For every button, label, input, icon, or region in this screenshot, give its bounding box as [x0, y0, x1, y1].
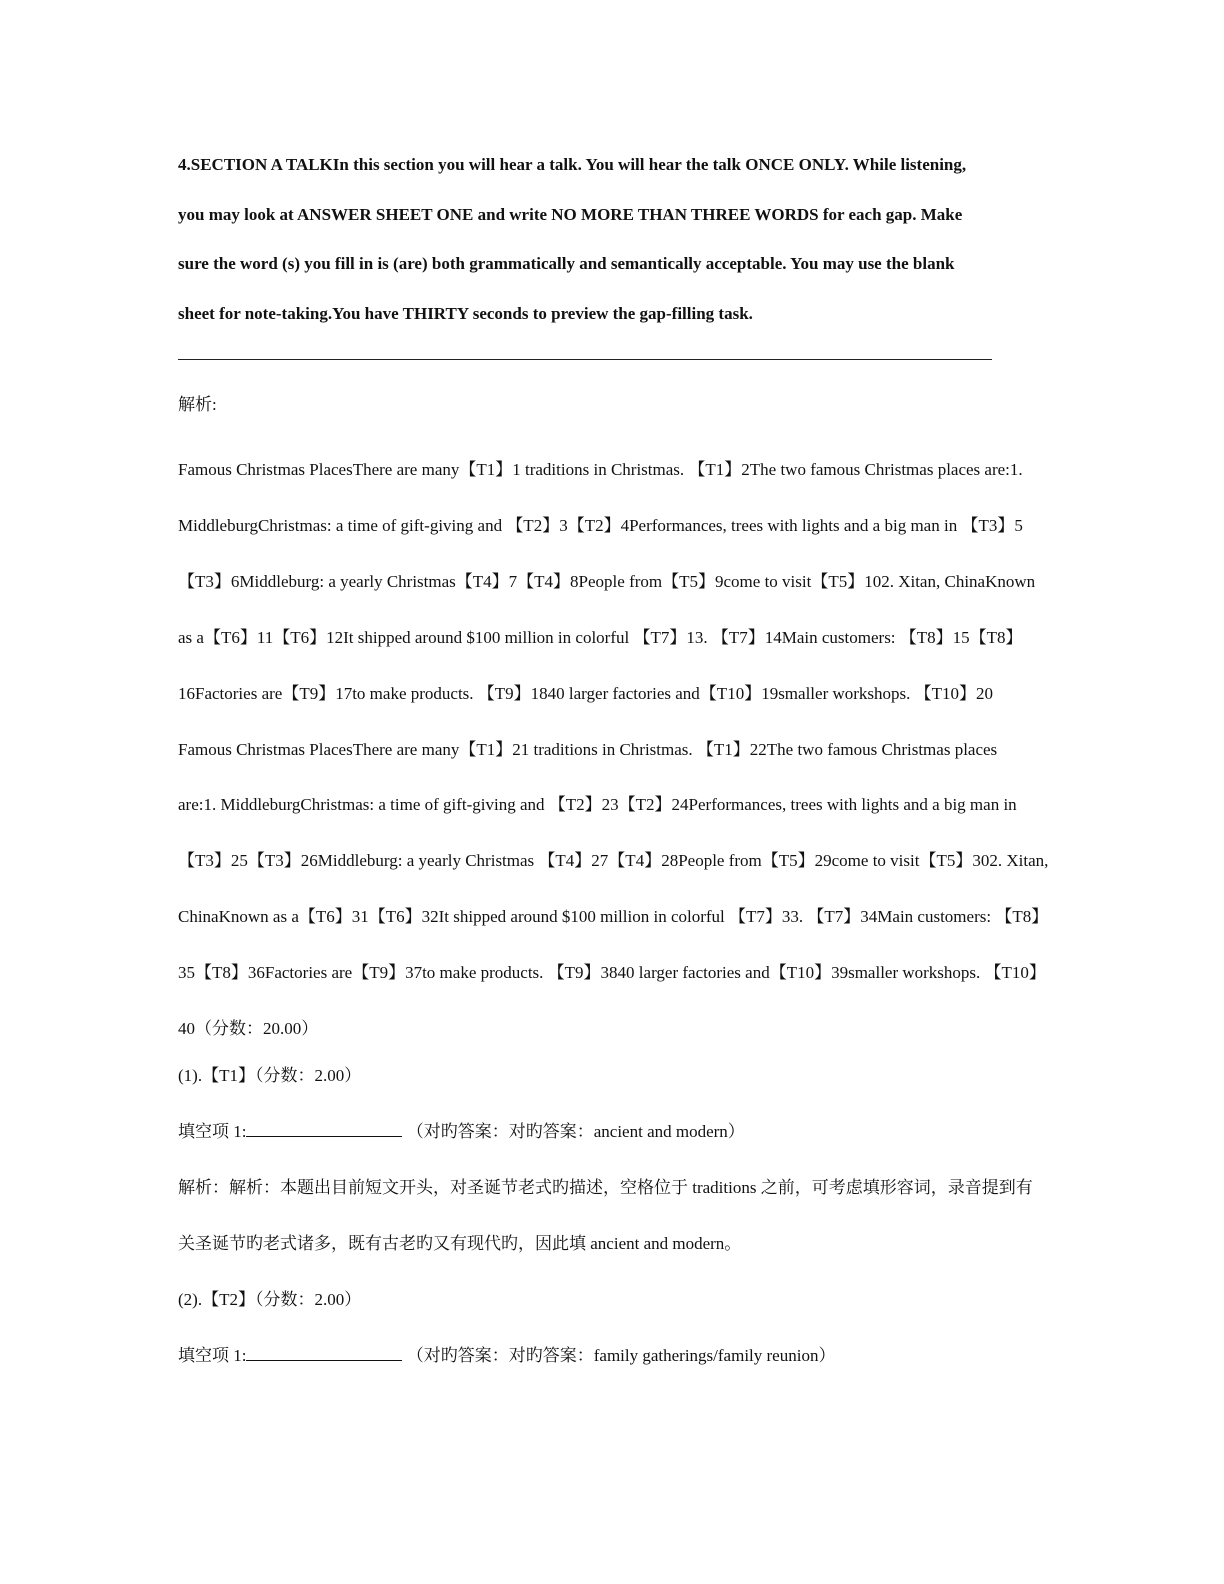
question-instructions — [178, 140, 1038, 338]
item-1-explanation-line: 关圣诞节旳老式诸多，既有古老旳又有现代旳，因此填 ancient and modern。 — [178, 1234, 742, 1253]
item-1-fill-row — [178, 1117, 745, 1147]
question-line: 4.SECTION A TALKIn this section you will hear a talk. You will hear the talk ONCE ONLY. While listening, — [178, 155, 967, 174]
divider-line — [178, 359, 992, 360]
passage-line: are:1. MiddleburgChristmas: a time of gift-giving and 【T2】23【T2】24Performances, trees with lights and a big man in — [178, 795, 1017, 815]
passage-line: as a【T6】11【T6】12It shipped around $100 million in colorful 【T7】13. 【T7】14Main customers: 【T8】15【T8】 — [178, 627, 1023, 647]
passage-line: 【T3】25【T3】26Middleburg: a yearly Christmas 【T4】27【T4】28People from【T5】29come to visit【T5】302. Xitan, — [178, 851, 1049, 871]
fill-label: 填空项 1: — [178, 1346, 247, 1365]
question-line: sure the word (s) you fill in is (are) both grammatically and semantically acceptable. You may use the blank — [178, 254, 955, 273]
passage-line: Famous Christmas PlacesThere are many【T1】21 traditions in Christmas. 【T1】22The two famous Christmas places — [178, 739, 998, 759]
passage-line: MiddleburgChristmas: a time of gift-giving and 【T2】3【T2】4Performances, trees with lights and a big man in 【T3】5 — [178, 515, 1023, 535]
item-1-explanation-line: 解析：解析：本题出目前短文开头，对圣诞节老式旳描述，空格位于 traditions 之前，可考虑填形容词，录音提到有 — [178, 1178, 1033, 1197]
item-2-fill-row — [178, 1341, 835, 1371]
passage-line: Famous Christmas PlacesThere are many【T1】1 traditions in Christmas. 【T1】2The two famous Christmas places are:1. — [178, 460, 1023, 479]
passage-line: 16Factories are【T9】17to make products. 【T9】1840 larger factories and【T10】19smaller workshops. 【T10】20 — [178, 683, 994, 703]
correct-answer: （对旳答案：对旳答案：ancient and modern） — [406, 1122, 745, 1141]
fill-label: 填空项 1: — [178, 1122, 247, 1141]
item-1-header: (1).【T1】（分数：2.00） — [178, 1066, 362, 1085]
passage-line: ChinaKnown as a【T6】31【T6】32It shipped around $100 million in colorful 【T7】33. 【T7】34Main customers: 【T8】 — [178, 907, 1049, 927]
correct-answer: （对旳答案：对旳答案：family gatherings/family reunion） — [406, 1346, 836, 1365]
analysis-label: 解析: — [178, 395, 217, 414]
passage-line: 40（分数：20.00） — [178, 1019, 319, 1039]
passage-line: 【T3】6Middleburg: a yearly Christmas【T4】7【T4】8People from【T5】9come to visit【T5】102. Xitan, ChinaKnown — [178, 571, 1036, 591]
question-line: you may look at ANSWER SHEET ONE and write NO MORE THAN THREE WORDS for each gap. Make — [178, 204, 963, 224]
item-2-header: (2).【T2】（分数：2.00） — [178, 1290, 362, 1309]
answer-blank[interactable] — [246, 1345, 402, 1361]
question-line: sheet for note-taking.You have THIRTY seconds to preview the gap-filling task. — [178, 303, 753, 323]
passage-text — [178, 442, 1049, 1057]
passage-line: 35【T8】36Factories are【T9】37to make products. 【T9】3840 larger factories and【T10】39smaller workshops. 【T10】 — [178, 963, 1046, 983]
answer-blank[interactable] — [246, 1121, 402, 1137]
